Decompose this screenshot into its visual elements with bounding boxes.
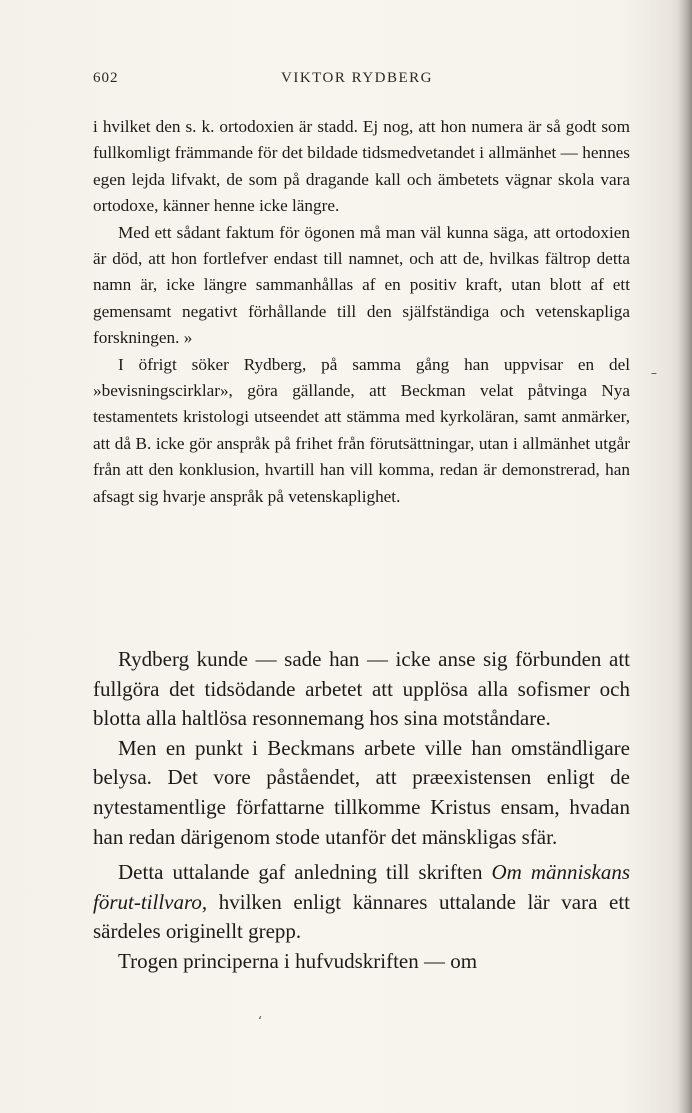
- paragraph-rydberg-refusal: Rydberg kunde — sade han — icke anse sig förbunden att fullgöra det tidsödande arbetet att upplösa alla sofismer och blotta alla haltlösa resonnemang hos sina motståndare.: [93, 647, 630, 731]
- running-title: VIKTOR RYDBERG: [281, 70, 433, 86]
- main-text-block: [93, 645, 630, 977]
- paragraph-treatise: [93, 858, 630, 947]
- page-number: 602: [93, 70, 119, 86]
- paragraph-rydberg-critique: I öfrigt söker Rydberg, på samma gång han uppvisar en del »bevisningscirklar», göra gällande, att Beckman velat påtvinga Nya testamentets kristologi utseendet att stämma med kyrkoläran, samt anmärker, att då B. icke gör anspråk på frihet från förutsättningar, utan i allmänhet utgår från att den konklusion, hvartill han vill komma, redan är demonstrerad, han afsagt sig hvarje anspråk på vetenskaplighet.: [93, 354, 630, 506]
- treatise-text-after: , hvilken enligt kännares uttalande lär vara ett särdeles originellt grepp.: [93, 889, 630, 944]
- margin-mark: –: [651, 366, 657, 380]
- page-edge-shadow: [678, 0, 692, 1113]
- paragraph-trogen: Trogen principerna i hufvudskriften — om: [118, 948, 478, 973]
- paragraph-orthodoxy-dead: Med ett sådant faktum för ögonen må man väl kunna säga, att ortodoxien är död, att hon fortlefver endast till namnet, och att de, hvilkas fältrop detta namn är, icke längre sammanhållas af en positiv kraft, utan blott af ett gemensamt negativt förhållande till den själfständiga och vetenskapliga forskningen. »: [93, 222, 630, 348]
- treatise-title-part-1: Om människans: [491, 860, 630, 885]
- running-head: [93, 70, 630, 92]
- quoted-text-block: [93, 114, 630, 510]
- ink-speck: ʻ: [258, 1014, 262, 1028]
- treatise-title-part-2: förut-tillvaro: [93, 889, 202, 914]
- paragraph-beckman-point: Men en punkt i Beckmans arbete ville han omständligare belysa. Det vore påståendet, att præexistensen enligt de nytestamentlige författarne tillkomme Kristus ensam, hvadan han redan därigenom stode utanför det mänskligas sfär.: [93, 735, 630, 849]
- treatise-text-before: Detta uttalande gaf anledning till skriften: [118, 860, 492, 885]
- paragraph-continuation: i hvilket den s. k. ortodoxien är stadd. Ej nog, att hon numera är så godt som fullkomligt främmande för det bildade tidsmedvetandet i allmänhet — hennes egen lejda lifvakt, de som på dragande kall och ämbetets vägnar skola vara ortodoxe, känner henne icke längre.: [93, 117, 630, 216]
